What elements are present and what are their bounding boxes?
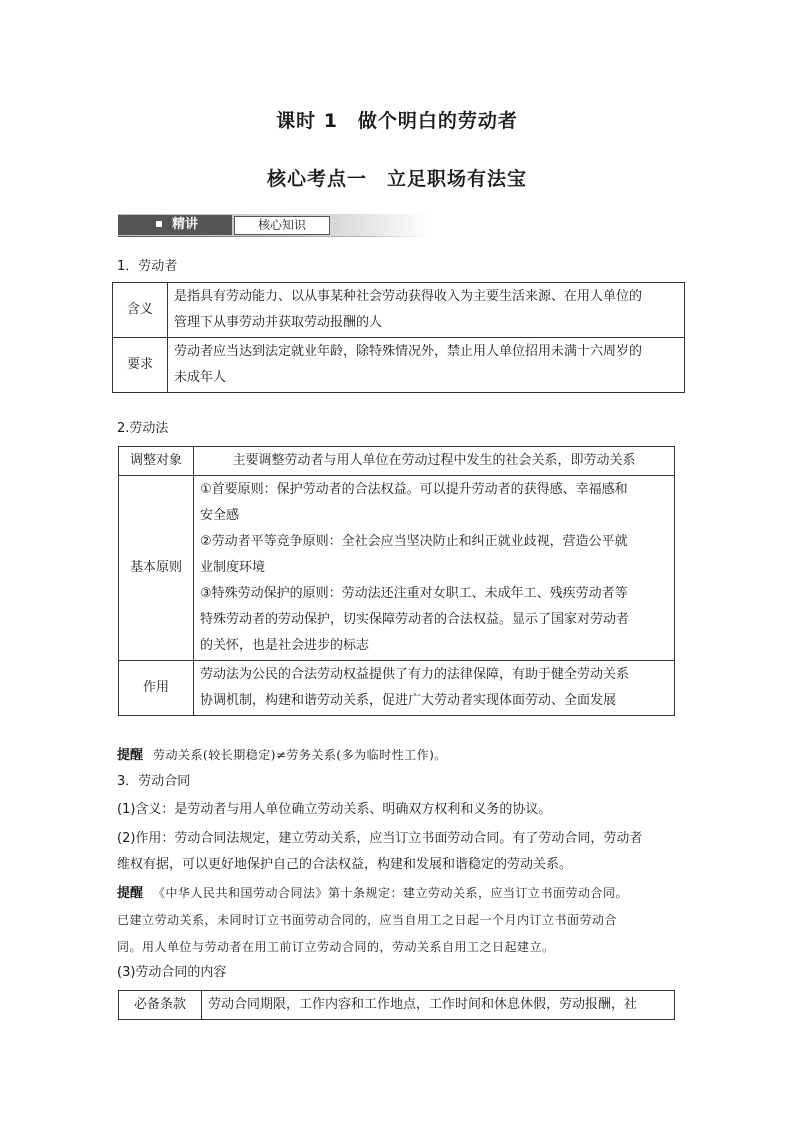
heading-labor-law: 2.劳动法 bbox=[117, 421, 169, 436]
table-row bbox=[119, 661, 675, 716]
table-labor-law bbox=[118, 446, 675, 716]
table-contract-content bbox=[118, 990, 675, 1020]
tip-text: 《中华人民共和国劳动合同法》第十条规定：建立劳动关系，应当订立书面劳动合同。 bbox=[153, 886, 629, 900]
row-text-requirement bbox=[168, 338, 685, 393]
tip-label: 提醒 bbox=[117, 886, 144, 901]
text-line: 劳动者应当达到法定就业年龄，除特殊情况外，禁止用人单位招用未满十六周岁的 bbox=[174, 344, 643, 359]
tip-labor-relation bbox=[117, 744, 677, 767]
tip-contract-law bbox=[117, 880, 677, 961]
row-text-meaning bbox=[168, 283, 685, 338]
square-bullet-icon bbox=[156, 221, 162, 227]
tip-text: 同。用人单位与劳动者在用工前订立劳动合同的，劳动关系自用工之日起建立。 bbox=[117, 940, 555, 954]
text-line: 劳动法为公民的合法劳动权益提供了有力的法律保障，有助于健全劳动关系 bbox=[200, 667, 630, 682]
table-row bbox=[113, 283, 685, 338]
text-line: 维权有据，可以更好地保护自己的合法权益，构建和发展和谐稳定的劳动关系。 bbox=[117, 857, 573, 872]
row-text-required: 劳动合同期限，工作内容和工作地点，工作时间和休息休假，劳动报酬，社 bbox=[202, 991, 675, 1020]
table-laborer bbox=[112, 282, 685, 393]
heading-contract-content: (3)劳动合同的内容 bbox=[117, 965, 227, 980]
heading-laborer: 1．劳动者 bbox=[117, 259, 178, 274]
text-line: ②劳动者平等竞争原则：全社会应当坚决防止和纠正就业歧视，营造公平就 bbox=[200, 534, 628, 549]
section-banner bbox=[118, 214, 430, 237]
contract-meaning: (1)含义：是劳动者与用人单位确立劳动关系、明确双方权利和义务的协议。 bbox=[117, 802, 552, 817]
row-label-required: 必备条款 bbox=[119, 991, 202, 1020]
text-line: 业制度环境 bbox=[200, 560, 266, 575]
page-title: 课时 1 做个明白的劳动者 bbox=[276, 110, 518, 132]
table-row bbox=[119, 447, 675, 476]
row-text-principles bbox=[194, 476, 675, 661]
row-text-object: 主要调整劳动者与用人单位在劳动过程中发生的社会关系，即劳动关系 bbox=[194, 447, 675, 476]
text-line: 是指具有劳动能力、以从事某种社会劳动获得收入为主要生活来源、在用人单位的 bbox=[174, 289, 643, 304]
row-label-meaning: 含义 bbox=[113, 283, 168, 338]
text-line: ①首要原则：保护劳动者的合法权益。可以提升劳动者的获得感、幸福感和 bbox=[200, 482, 628, 497]
heading-labor-contract: 3．劳动合同 bbox=[117, 774, 191, 789]
text-line: 协调机制，构建和谐劳动关系，促进广大劳动者实现体面劳动、全面发展 bbox=[200, 693, 617, 708]
row-text-effect bbox=[194, 661, 675, 716]
section-title: 核心考点一 立足职场有法宝 bbox=[266, 168, 527, 190]
banner-tab-jingjiang bbox=[118, 215, 232, 235]
row-label-principles: 基本原则 bbox=[119, 476, 194, 661]
text-line: 安全感 bbox=[200, 508, 240, 523]
text-line bbox=[117, 880, 677, 907]
table-row bbox=[119, 991, 675, 1020]
row-label-object: 调整对象 bbox=[119, 447, 194, 476]
banner-tab-core-knowledge: 核心知识 bbox=[234, 216, 330, 235]
contract-effect bbox=[117, 826, 677, 878]
tip-label: 提醒 bbox=[117, 748, 144, 763]
text-line: 特殊劳动者的劳动保护，切实保障劳动者的合法权益。显示了国家对劳动者 bbox=[200, 612, 630, 627]
row-label-requirement: 要求 bbox=[113, 338, 168, 393]
tip-text: 劳动关系(较长期稳定)≠劳务关系(多为临时性工作)。 bbox=[153, 748, 447, 762]
table-row bbox=[119, 476, 675, 661]
banner-divider bbox=[118, 236, 430, 237]
text-line: 未成年人 bbox=[174, 370, 227, 385]
table-row bbox=[113, 338, 685, 393]
banner-left-label: 精讲 bbox=[172, 217, 199, 232]
row-label-effect: 作用 bbox=[119, 661, 194, 716]
text-line: ③特殊劳动保护的原则：劳动法还注重对女职工、未成年工、残疾劳动者等 bbox=[200, 586, 628, 601]
text-line: 管理下从事劳动并获取劳动报酬的人 bbox=[174, 315, 383, 330]
tip-text: 已建立劳动关系，未同时订立书面劳动合同的，应当自用工之日起一个月内订立书面劳动合 bbox=[117, 913, 618, 927]
text-line: (2)作用：劳动合同法规定，建立劳动关系，应当订立书面劳动合同。有了劳动合同，劳动者 bbox=[117, 831, 643, 846]
text-line: 的关怀，也是社会进步的标志 bbox=[200, 638, 370, 653]
